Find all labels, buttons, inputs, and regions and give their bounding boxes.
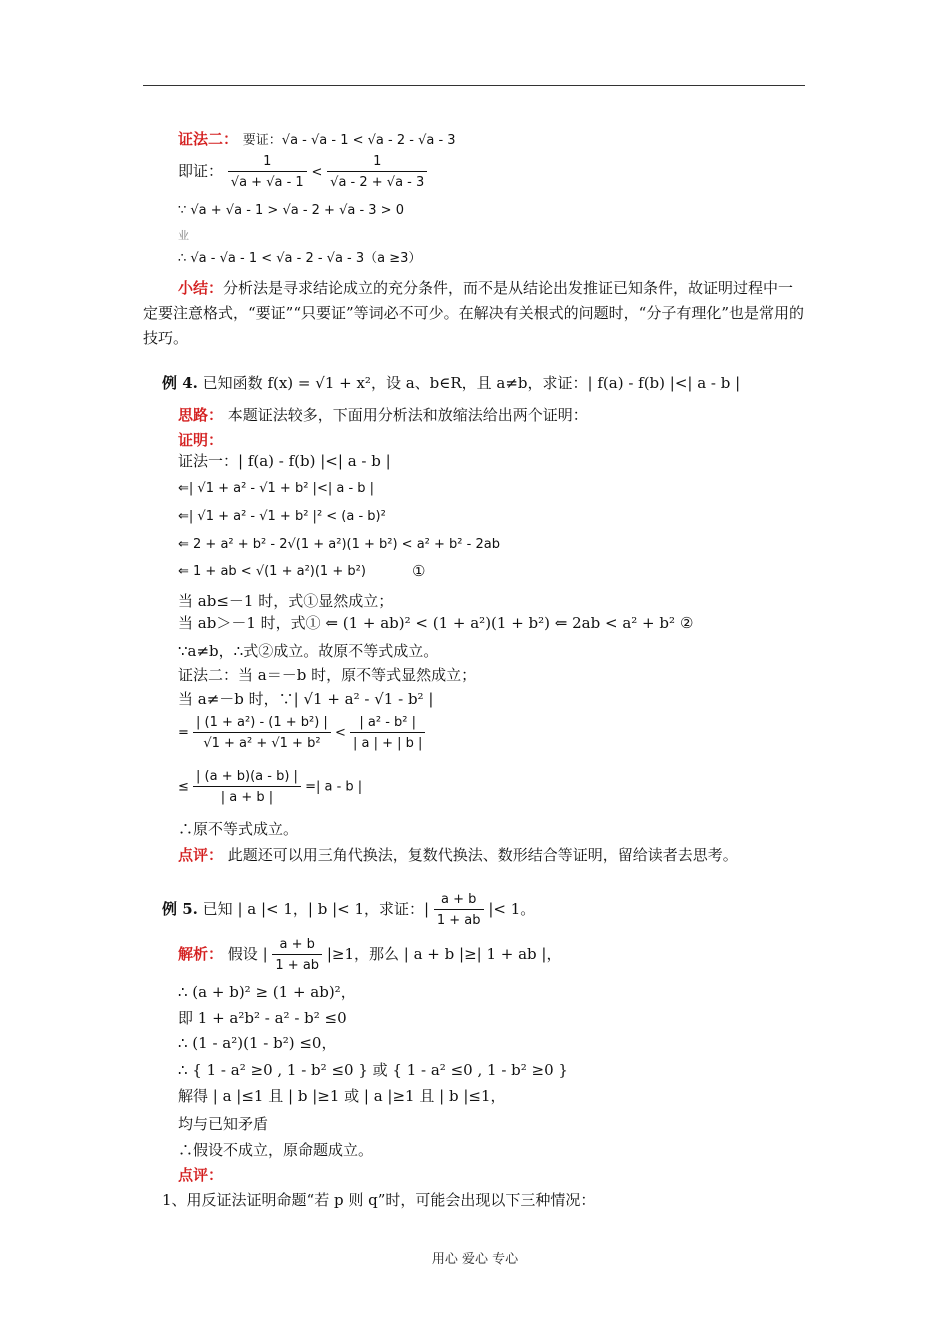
assume-post: |≥1，那么 | a + b |≥| 1 + ab |， (326, 945, 562, 963)
fraction-numerator: 1 (373, 154, 382, 169)
example5-assume-line (178, 935, 561, 975)
example5-line6: 均与已知矛盾 (178, 1115, 269, 1133)
header-rule (143, 85, 805, 86)
proof2-line1 (178, 129, 456, 151)
method1-line3: ⇐| √1 + a² - √1 + b² |² < (a - b)² (178, 509, 386, 524)
fraction-denominator: √a + √a - 1 (228, 171, 307, 192)
fraction-numerator: | a² - b² | (359, 715, 417, 730)
idea-text: 本题证法较多，下面用分析法和放缩法给出两个证明： (227, 406, 588, 424)
fraction-denominator: √1 + a² + √1 + b² (193, 732, 331, 753)
method1-line2: ⇐| √1 + a² - √1 + b² |<| a - b | (178, 481, 375, 496)
example5-statement-post: |< 1。 (488, 900, 536, 918)
assume-pre: 假设 | (227, 945, 268, 963)
example5-statement-pre: 已知 | a |< 1，| b |< 1，求证：| (202, 900, 430, 918)
fraction-numerator: 1 (263, 154, 272, 169)
proof2-label: 证法二： (178, 130, 239, 148)
case-line2: 当 ab＞－1 时，式① ⇐ (1 + ab)² < (1 + a²)(1 + b²) ⇐ 2ab < a² + b² (178, 614, 675, 632)
example5-fraction (434, 890, 484, 930)
method2-line1: 证法二：当 a＝－b 时，原不等式显然成立； (178, 666, 477, 684)
fraction-numerator: a + b (279, 937, 315, 952)
example5-line1: ∴ (a + b)² ≥ (1 + ab)²， (178, 983, 356, 1001)
method2-fraction-line2 (178, 767, 362, 807)
less-equal-sign: ≤ (178, 779, 189, 795)
fraction-result: =| a - b | (305, 779, 363, 795)
proof2-line2-prefix: 即证： (178, 162, 224, 180)
example4-statement-line (162, 373, 740, 393)
idea-label: 思路： (178, 406, 224, 424)
example4-comment-line (178, 845, 738, 865)
analysis-label: 解析： (178, 945, 224, 963)
proof2-fraction-right (327, 152, 427, 192)
example5-line3: ∴ (1 - a²)(1 - b²) ≤0， (178, 1034, 337, 1052)
fraction-numerator: | (a + b)(a - b) | (196, 769, 298, 784)
fraction-denominator: 1 + ab (434, 909, 484, 930)
proof2-line5: ∴ √a - √a - 1 < √a - 2 - √a - 3（a ≥3） (178, 251, 422, 266)
summary-text: 分析法是寻求结论成立的充分条件，而不是从结论出发推证已知条件，故证明过程中一定要注意格式，“要证”“只要证”等词必不可少。在解决有关根式的问题时，“分子有理化”也是常用的技巧。 (143, 279, 805, 347)
proof2-line3: ∵ √a + √a - 1 > √a - 2 + √a - 3 > 0 (178, 203, 404, 218)
method2-fraction-c (193, 767, 301, 807)
method2-line2: 当 a≠－b 时，∵| √1 + a² - √1 - b² | (178, 690, 434, 708)
method2-fraction-line1 (178, 713, 425, 753)
example5-statement-line (162, 890, 535, 930)
method1-line1: 证法一：| f(a) - f(b) |<| a - b | (178, 452, 391, 470)
fraction-denominator: √a - 2 + √a - 3 (327, 171, 427, 192)
example4-conclusion: ∴原不等式成立。 (178, 820, 299, 838)
proof2-line4: 业 (178, 229, 189, 242)
method1-line5: ⇐ 1 + ab < √(1 + a²)(1 + b²) (178, 564, 366, 579)
example5-line5: 解得 | a |≤1 且 | b |≥1 或 | a |≥1 且 | b |≤1， (178, 1087, 506, 1105)
example5-line7: ∴假设不成立，原命题成立。 (178, 1141, 374, 1159)
fraction-denominator: | a | + | b | (350, 732, 425, 753)
method2-fraction-b (350, 713, 425, 753)
method1-line4: ⇐ 2 + a² + b² - 2√(1 + a²)(1 + b²) < a² + b² - 2ab (178, 537, 500, 552)
comment-label: 点评： (178, 846, 224, 864)
summary-paragraph (143, 276, 808, 351)
circled-mark-1: ① (412, 562, 426, 580)
proof2-line2 (178, 152, 427, 192)
proof2-fraction-left (228, 152, 307, 192)
less-than-sign: < (334, 725, 346, 741)
example4-statement: 已知函数 f(x) = √1 + x²，设 a、b∈R，且 a≠b，求证：| f(a) - f(b) |<| a - b | (202, 374, 741, 392)
example5-last-line: 1、用反证法证明命题“若 p 则 q”时，可能会出现以下三种情况： (162, 1191, 596, 1209)
example4-label: 例 4. (162, 374, 198, 392)
proof-label: 证明： (178, 431, 224, 449)
example4-idea-line (178, 405, 588, 425)
fraction-denominator: 1 + ab (272, 954, 322, 975)
summary-label: 小结： (178, 279, 224, 297)
case-line3: ∵a≠b，∴式②成立。故原不等式成立。 (178, 642, 439, 660)
example5-line2: 即 1 + a²b² - a² - b² ≤0 (178, 1009, 347, 1027)
proof2-goal: 要证：√a - √a - 1 < √a - 2 - √a - 3 (242, 133, 456, 148)
fraction-numerator: | (1 + a²) - (1 + b²) | (196, 715, 328, 730)
example5-line4: ∴ { 1 - a² ≥0 , 1 - b² ≤0 } 或 { 1 - a² ≤0 , 1 - b² ≥0 } (178, 1061, 568, 1079)
example5-label: 例 5. (162, 900, 198, 918)
page-footer: 用心 爱心 专心 (431, 1252, 519, 1267)
assume-fraction (272, 935, 322, 975)
less-than-sign: < (311, 165, 323, 180)
circled-mark-2: ② (680, 614, 694, 632)
equals-sign: = (178, 725, 189, 741)
case-line1: 当 ab≤－1 时，式①显然成立； (178, 592, 394, 610)
fraction-denominator: | a + b | (193, 786, 301, 807)
comment-text: 此题还可以用三角代换法，复数代换法、数形结合等证明，留给读者去思考。 (227, 846, 738, 864)
fraction-numerator: a + b (441, 892, 477, 907)
example5-comment-label: 点评： (178, 1166, 224, 1184)
method2-fraction-a (193, 713, 331, 753)
